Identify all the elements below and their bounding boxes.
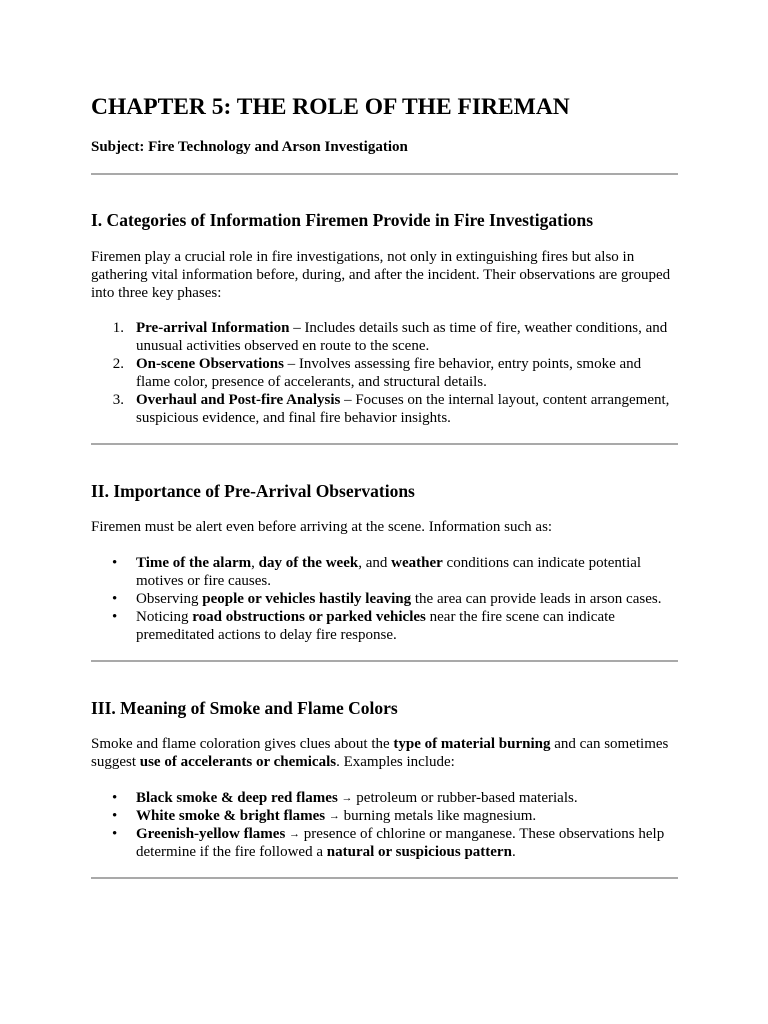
list-item-term: On-scene Observations bbox=[136, 356, 284, 372]
divider bbox=[91, 173, 678, 175]
text-run: conditions can indicate potential motives or fire causes. bbox=[136, 555, 642, 589]
right-arrow-icon: → bbox=[289, 828, 301, 840]
text-run: petroleum or rubber-based materials. bbox=[352, 790, 578, 806]
bold-term: Time of the alarm bbox=[136, 555, 252, 571]
list-item-term: Overhaul and Post-fire Analysis bbox=[136, 392, 341, 408]
list-item bbox=[91, 825, 679, 861]
bold-term: natural or suspicious pattern bbox=[326, 844, 512, 860]
section-2-heading: II. Importance of Pre-Arrival Observations bbox=[91, 481, 415, 501]
bold-term: Greenish-yellow flames bbox=[136, 826, 286, 842]
text-run: Observing bbox=[136, 591, 203, 607]
list-item-term: Pre-arrival Information bbox=[136, 320, 290, 336]
subject-line: Subject: Fire Technology and Arson Investigation bbox=[91, 139, 408, 155]
section-3-heading: III. Meaning of Smoke and Flame Colors bbox=[91, 698, 398, 718]
bold-term: people or vehicles hastily leaving bbox=[202, 591, 412, 607]
list-number: 1. bbox=[112, 320, 124, 336]
section-3-list bbox=[91, 789, 679, 861]
text-run: and can sometimes suggest bbox=[91, 736, 669, 770]
text-run: Noticing bbox=[136, 609, 193, 625]
list-number: 2. bbox=[112, 356, 124, 372]
list-item bbox=[91, 789, 679, 807]
list-number: 3. bbox=[112, 392, 124, 408]
section-2-list bbox=[91, 554, 679, 644]
section-1-intro: Firemen play a crucial role in fire investigations, not only in extinguishing fires but also in gathering vital information before, during, and after the incident. Their observations are grouped into three key phases: bbox=[91, 249, 671, 301]
text-run: presence of chlorine or manganese. These observations help determine if the fire followed a bbox=[136, 826, 665, 860]
bold-term: White smoke & bright flames bbox=[136, 808, 326, 824]
right-arrow-icon: → bbox=[328, 810, 340, 822]
list-item-text: – Involves assessing fire behavior, entry points, smoke and flame color, presence of accelerants, and structural details. bbox=[136, 356, 642, 390]
list-item-text: – Focuses on the internal layout, content arrangement, suspicious evidence, and final fire behavior insights. bbox=[136, 392, 670, 426]
text-run: Smoke and flame coloration gives clues about the bbox=[91, 736, 394, 752]
divider bbox=[91, 660, 678, 662]
list-item bbox=[91, 319, 679, 355]
list-item bbox=[91, 807, 679, 825]
text-run: the area can provide leads in arson cases. bbox=[411, 591, 662, 607]
right-arrow-icon: → bbox=[341, 792, 353, 804]
bullet-icon: • bbox=[112, 808, 118, 824]
text-run: burning metals like magnesium. bbox=[339, 808, 537, 824]
divider bbox=[91, 443, 678, 445]
text-run: . Examples include: bbox=[336, 754, 455, 770]
list-item bbox=[91, 590, 679, 608]
bullet-icon: • bbox=[112, 591, 118, 607]
bold-term: Black smoke & deep red flames bbox=[136, 790, 338, 806]
bullet-icon: • bbox=[112, 555, 118, 571]
bold-term: road obstructions or parked vehicles bbox=[192, 609, 426, 625]
list-item bbox=[91, 608, 679, 644]
list-item bbox=[91, 391, 679, 427]
section-3-intro bbox=[91, 735, 679, 771]
chapter-title: CHAPTER 5: THE ROLE OF THE FIREMAN bbox=[91, 94, 570, 120]
section-2-intro: Firemen must be alert even before arriving at the scene. Information such as: bbox=[91, 519, 553, 535]
bold-term: day of the week bbox=[258, 555, 359, 571]
section-1-heading: I. Categories of Information Firemen Provide in Fire Investigations bbox=[91, 210, 594, 230]
text-run: . bbox=[511, 844, 516, 860]
list-item bbox=[91, 554, 679, 590]
text-run: near the fire scene can indicate premeditated actions to delay fire response. bbox=[136, 609, 615, 643]
bullet-icon: • bbox=[112, 826, 118, 842]
list-item-text: – Includes details such as time of fire, weather conditions, and unusual activities observed en route to the scene. bbox=[136, 320, 668, 354]
bullet-icon: • bbox=[112, 609, 118, 625]
text-run: , bbox=[251, 555, 259, 571]
bold-term: use of accelerants or chemicals bbox=[139, 754, 337, 770]
section-1-list bbox=[91, 319, 679, 427]
bullet-icon: • bbox=[112, 790, 118, 806]
text-run: , and bbox=[358, 555, 392, 571]
divider bbox=[91, 877, 678, 879]
bold-term: type of material burning bbox=[393, 736, 551, 752]
bold-term: weather bbox=[391, 555, 443, 571]
list-item bbox=[91, 355, 679, 391]
